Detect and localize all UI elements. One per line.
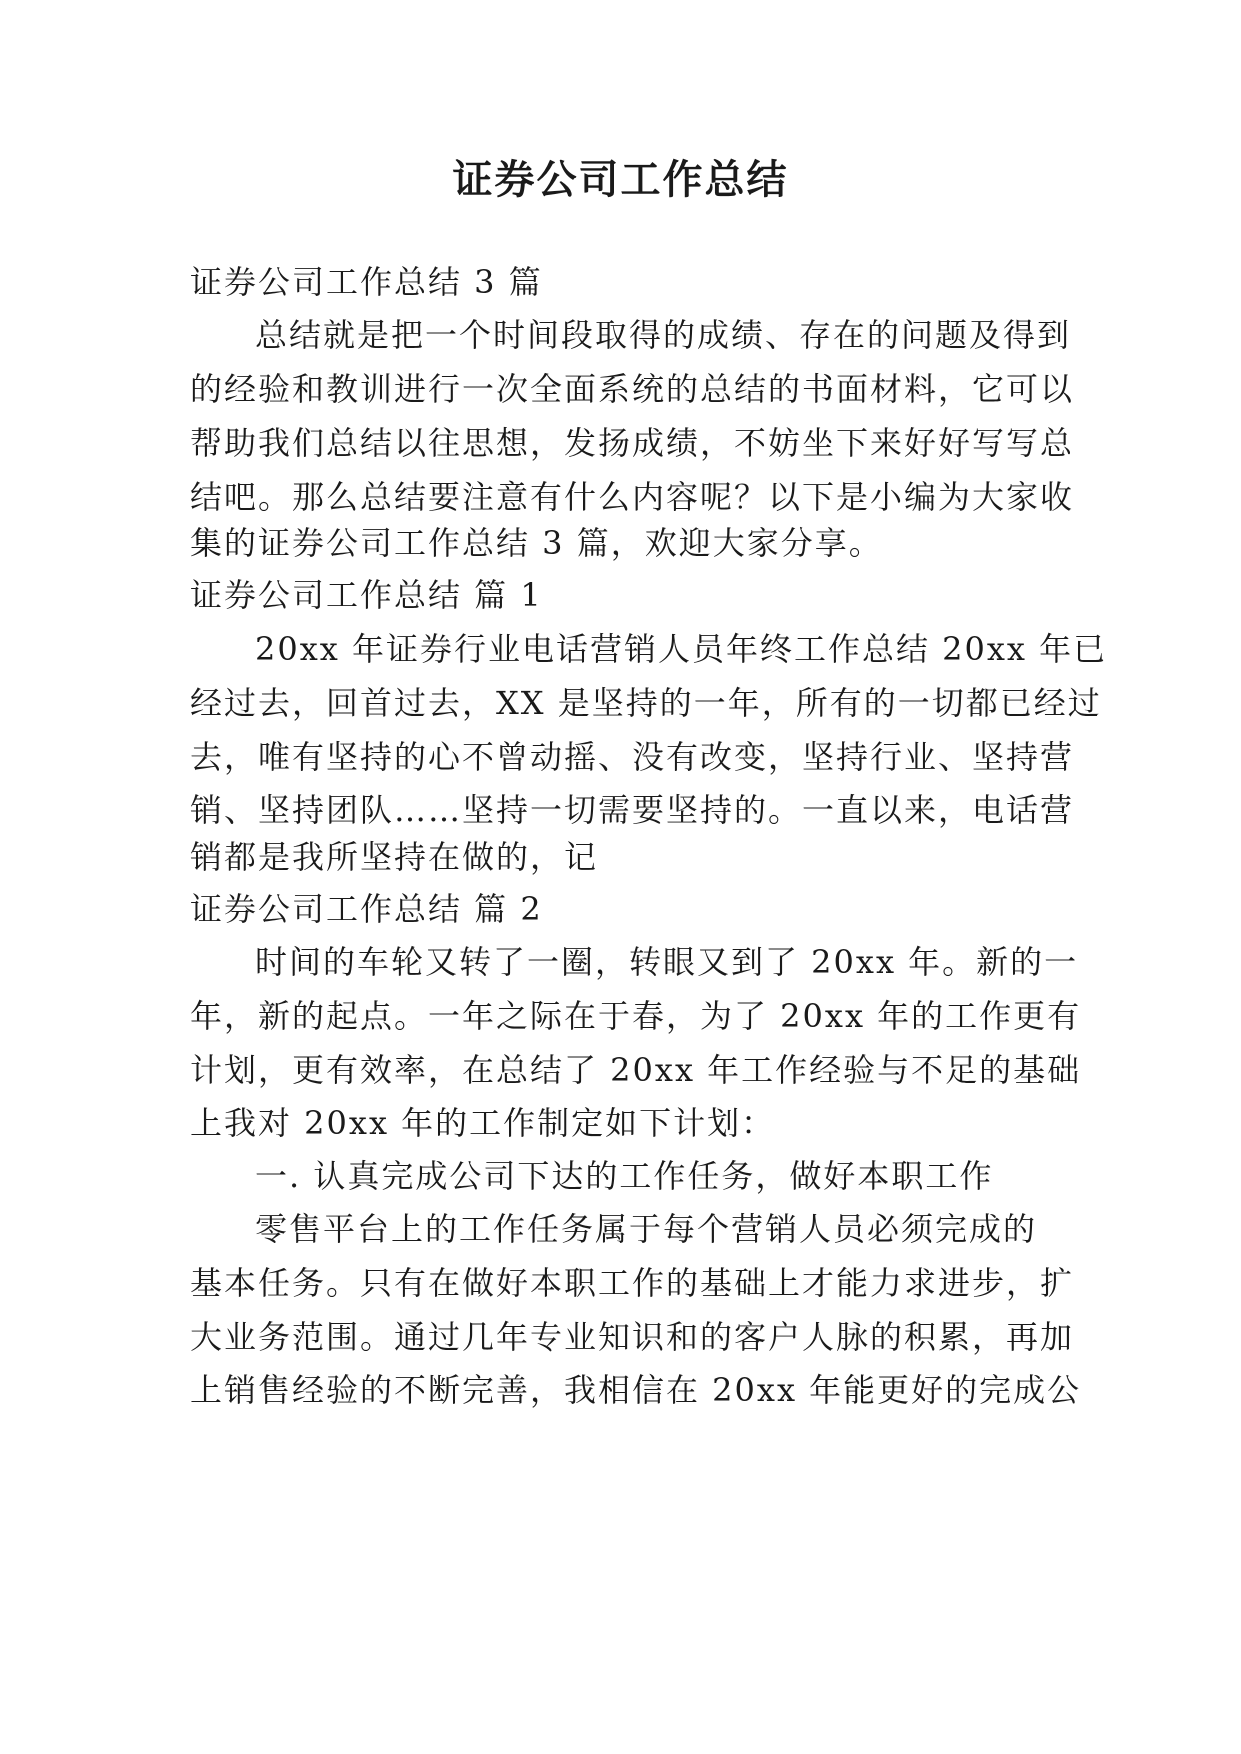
paragraph-line: 上销售经验的不断完善，我相信在 20xx 年能更好的完成公 bbox=[190, 1371, 1082, 1409]
document-title: 证券公司工作总结 bbox=[452, 157, 789, 203]
paragraph-line: 销都是我所坚持在做的，记 bbox=[190, 838, 599, 876]
paragraph-line: 基本任务。只有在做好本职工作的基础上才能力求进步，扩 bbox=[190, 1264, 1075, 1302]
paragraph-line: 年，新的起点。一年之际在于春，为了 20xx 年的工作更有 bbox=[190, 997, 1082, 1035]
paragraph-line: 结吧。那么总结要注意有什么内容呢？以下是小编为大家收 bbox=[190, 478, 1075, 516]
paragraph-line: 销、坚持团队……坚持一切需要坚持的。一直以来，电话营 bbox=[190, 791, 1075, 829]
paragraph-line: 大业务范围。通过几年专业知识和的客户人脉的积累，再加 bbox=[190, 1318, 1075, 1356]
list-item-heading: 一. 认真完成公司下达的工作任务，做好本职工作 bbox=[255, 1157, 994, 1195]
section-heading: 证券公司工作总结 篇 1 bbox=[190, 576, 543, 614]
paragraph-line: 上我对 20xx 年的工作制定如下计划： bbox=[190, 1104, 776, 1142]
paragraph-line: 集的证券公司工作总结 3 篇，欢迎大家分享。 bbox=[190, 524, 883, 562]
paragraph-line: 计划，更有效率，在总结了 20xx 年工作经验与不足的基础 bbox=[190, 1051, 1082, 1089]
paragraph-line: 的经验和教训进行一次全面系统的总结的书面材料，它可以 bbox=[190, 370, 1075, 408]
paragraph-line: 经过去，回首过去，XX 是坚持的一年，所有的一切都已经过 bbox=[190, 684, 1102, 722]
paragraph-line: 帮助我们总结以往思想，发扬成绩，不妨坐下来好好写写总 bbox=[190, 424, 1075, 462]
section-heading: 证券公司工作总结 篇 2 bbox=[190, 890, 543, 928]
paragraph-line: 20xx 年证券行业电话营销人员年终工作总结 20xx 年已 bbox=[255, 630, 1108, 668]
paragraph-line: 去，唯有坚持的心不曾动摇、没有改变，坚持行业、坚持营 bbox=[190, 738, 1075, 776]
paragraph-line: 总结就是把一个时间段取得的成绩、存在的问题及得到 bbox=[255, 316, 1072, 354]
paragraph-line: 零售平台上的工作任务属于每个营销人员必须完成的 bbox=[255, 1210, 1038, 1248]
paragraph-line: 时间的车轮又转了一圈，转眼又到了 20xx 年。新的一 bbox=[255, 943, 1079, 981]
subtitle-line: 证券公司工作总结 3 篇 bbox=[190, 263, 543, 301]
